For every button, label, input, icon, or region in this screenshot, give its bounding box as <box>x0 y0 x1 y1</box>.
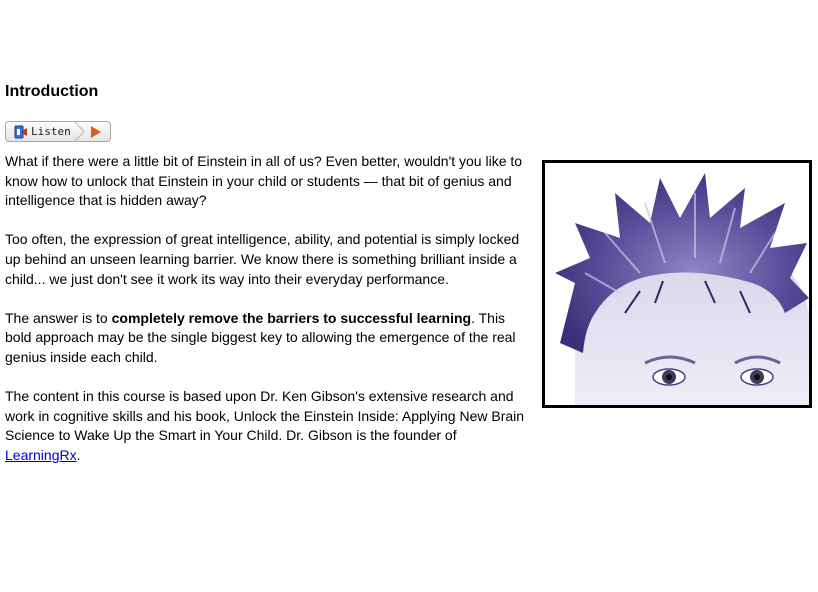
page-title: Introduction <box>5 83 99 100</box>
paragraph-3 <box>5 309 535 368</box>
learningrx-link[interactable]: LearningRx <box>5 446 77 463</box>
divider <box>72 121 86 142</box>
paragraph-3-end: . This bold approach may be the single biggest key to allowing the emergence of the real genius inside each child. <box>5 309 516 365</box>
child-photo <box>542 160 812 408</box>
paragraph-3-start: The answer is to <box>5 309 112 326</box>
paragraph-4-start: The content in this course is based upon Dr. Ken Gibson's extensive research and work in cognitive skills and his book, Unlock the Einstein Inside: Applying New Brain Science to Wake Up the Smart in Your Child. Dr. Gibson is the founder of <box>5 388 525 444</box>
paragraph-1: What if there were a little bit of Einstein in all of us? Even better, wouldn't you like to know how to unlock that Einstein in your child or students — that bit of genius and intelligence that is hidden away? <box>5 153 523 209</box>
listen-button[interactable] <box>5 121 111 142</box>
paragraph-4 <box>5 387 535 465</box>
paragraph-2: Too often, the expression of great intelligence, ability, and potential is simply locked up behind an unseen learning barrier. We know there is something brilliant inside a child... we just don't see it work its way into their everyday performance. <box>5 231 520 287</box>
paragraph-3-bold: completely remove the barriers to successful learning <box>111 309 472 326</box>
child-face-image <box>545 163 809 405</box>
speaker-icon <box>14 125 28 139</box>
play-icon[interactable] <box>90 126 102 138</box>
paragraph-4-end: . <box>76 446 81 463</box>
listen-label: Listen <box>31 125 71 138</box>
intro-content <box>5 152 535 485</box>
